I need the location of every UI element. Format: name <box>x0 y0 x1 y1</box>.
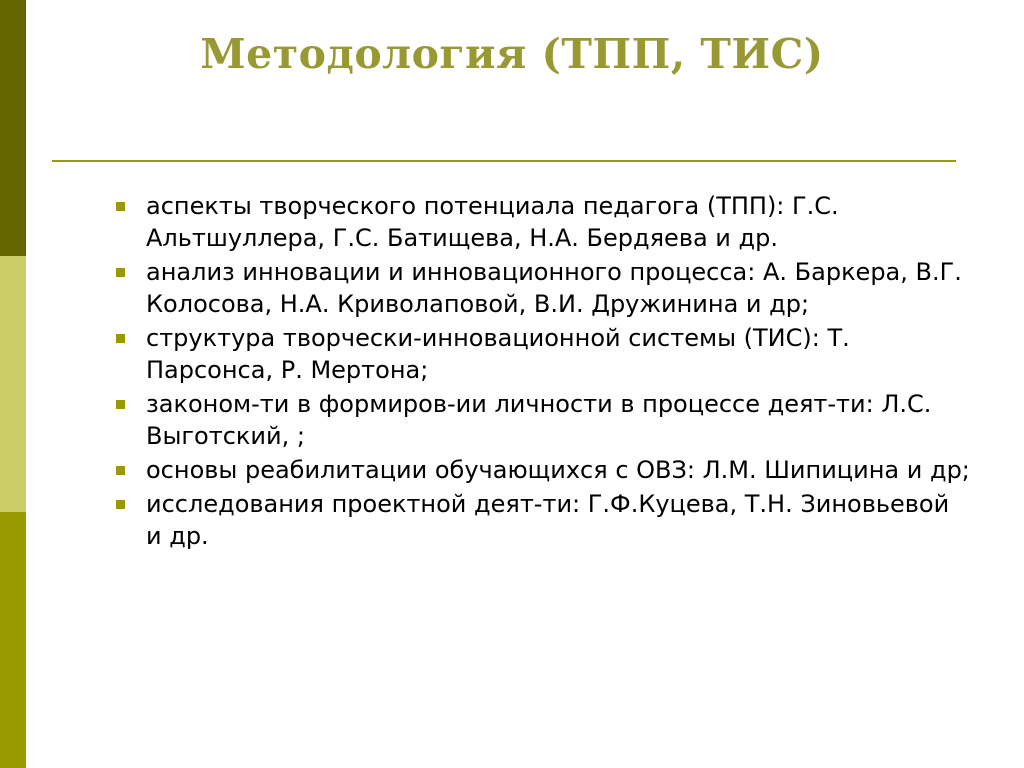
side-bar-middle <box>0 256 26 512</box>
bullet-item <box>112 322 972 386</box>
square-bullet-icon <box>116 202 125 211</box>
bullet-item <box>112 256 972 320</box>
side-bar-top <box>0 0 26 256</box>
square-bullet-icon <box>116 334 125 343</box>
bullet-text: законом-ти в формиров-ии личности в процессе деят-ти: Л.С. Выготский, ; <box>146 390 932 450</box>
bullet-text: структура творчески-инновационной системы (ТИС): Т. Парсонса, Р. Мертона; <box>146 324 850 384</box>
slide-title: Методология (ТПП, ТИС) <box>200 30 824 78</box>
side-bar-bottom <box>0 512 26 768</box>
title-divider <box>52 160 956 162</box>
square-bullet-icon <box>116 400 125 409</box>
bullet-text: основы реабилитации обучающихся с ОВЗ: Л.М. Шипицина и др; <box>146 456 970 484</box>
square-bullet-icon <box>116 500 125 509</box>
bullet-text: анализ инновации и инновационного процесса: А. Баркера, В.Г. Колосова, Н.А. Криволаповой, В.И. Дружинина и др; <box>146 258 962 318</box>
bullet-list <box>112 190 972 554</box>
bullet-text: исследования проектной деят-ти: Г.Ф.Куцева, Т.Н. Зиновьевой и др. <box>146 490 950 550</box>
square-bullet-icon <box>116 466 125 475</box>
bullet-item <box>112 454 972 486</box>
bullet-item <box>112 388 972 452</box>
bullet-item <box>112 190 972 254</box>
bullet-item <box>112 488 972 552</box>
bullet-text: аспекты творческого потенциала педагога (ТПП): Г.С. Альтшуллера, Г.С. Батищева, Н.А. Бердяева и др. <box>146 192 839 252</box>
square-bullet-icon <box>116 268 125 277</box>
